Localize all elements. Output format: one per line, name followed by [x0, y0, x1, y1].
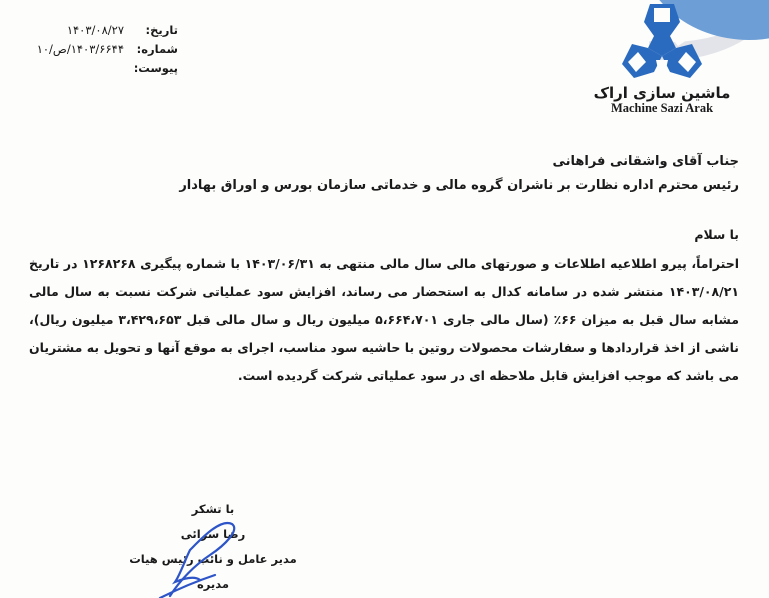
number-label: شماره: [136, 41, 178, 56]
signer-name: رضا سرائی [180, 527, 246, 541]
closing: با تشکر [191, 502, 235, 516]
company-logo [592, 2, 732, 116]
attachment-row [8, 58, 178, 77]
greeting: با سلام [694, 227, 739, 242]
signer-title: مدیر عامل و نائب رئیس هیات مدیره [129, 552, 297, 591]
number-row [8, 39, 178, 58]
addressee-name: جناب آقای واشقانی فراهانی [552, 154, 739, 169]
addressee-title: رئیس محترم اداره نظارت بر ناشران گروه مالی و خدماتی سازمان بورس و اوراق بهادار [179, 178, 739, 193]
date-row [8, 20, 178, 39]
company-name-fa: ماشین سازی اراک [593, 84, 731, 102]
letter-body [29, 250, 739, 390]
number-value: ۱۴۰۳/۶۶۴۴/ص/۱۰ [36, 41, 124, 56]
date-label: تاریخ: [145, 22, 178, 37]
company-name-en: Machine Sazi Arak [610, 101, 714, 115]
date-value: ۱۴۰۳/۰۸/۲۷ [66, 22, 124, 37]
attachment-label: پیوست: [133, 60, 178, 75]
letter-meta [8, 20, 178, 77]
handwritten-signature-icon [140, 520, 250, 598]
addressee-block [179, 150, 739, 198]
body-paragraph: احتراماً، پیرو اطلاعیه اطلاعات و صورتهای مالی سال مالی منتهی به ۱۴۰۳/۰۶/۳۱ با شماره پیگیری ۱۲۶۸۲۶۸ در تاریخ ۱۴۰۳/۰۸/۲۱ منتشر شده در سامانه کدال به استحضار می رساند، افزایش سود عملیاتی شرکت نسبت به سال مالی مشابه سال قبل به میزان ۶۶٪ (سال مالی جاری ۵،۶۶۴،۷۰۱ میلیون ریال و سال مالی قبل ۳،۴۲۹،۶۵۳ میلیون ریال)، ناشی از اخذ قراردادها و سفارشات محصولات روتین با حاشیه سود مناسب، اجرای به موقع آنها و تحویل به مشتریان می باشد که موجب افزایش قابل ملاحظه ای در سود عملیاتی شرکت گردیده است. [29, 256, 740, 383]
logo-emblem-icon [620, 2, 704, 84]
